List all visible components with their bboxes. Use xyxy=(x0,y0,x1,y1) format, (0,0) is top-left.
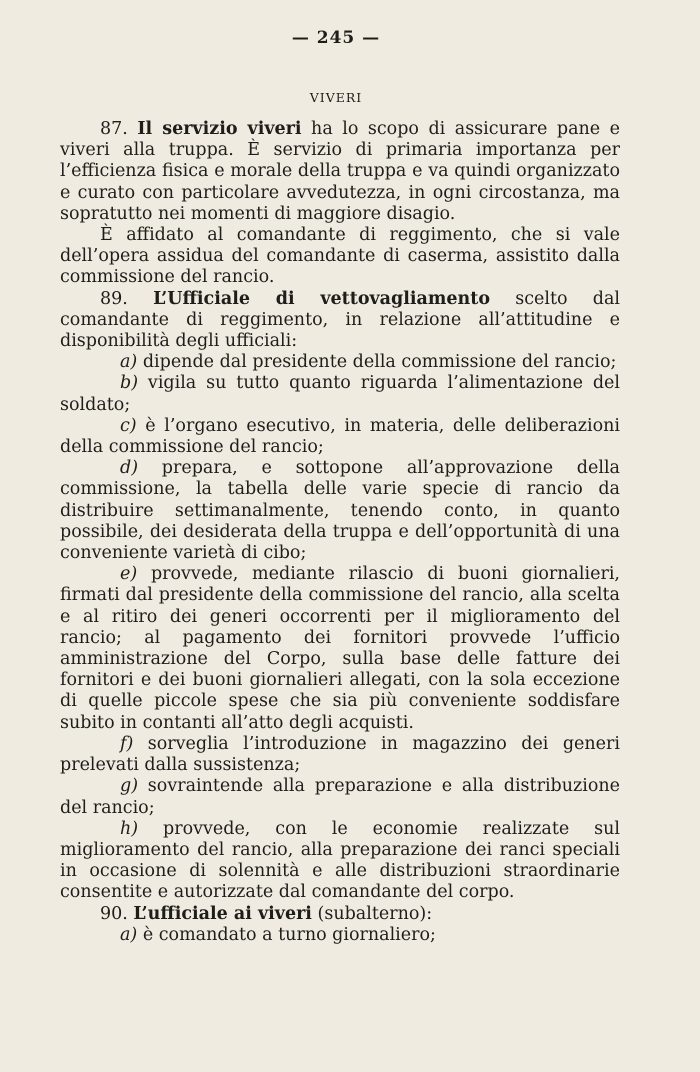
item-letter: a) xyxy=(120,924,138,945)
item-text: vigila su tutto quanto riguarda l’alimentazione del soldato; xyxy=(60,373,620,415)
paragraph-number: 90. xyxy=(100,903,128,924)
item-text: è comandato a turno giornaliero; xyxy=(137,924,436,945)
list-item xyxy=(60,416,620,458)
list-item xyxy=(60,776,620,818)
paragraph-text: È affidato al comandante di reggimento, che si vale dell’opera assidua del comandante di caserma, assistito dalla commissione del rancio. xyxy=(60,225,620,288)
item-letter: c) xyxy=(120,415,137,436)
list-item xyxy=(60,373,620,415)
list-item xyxy=(60,564,620,734)
item-letter: g) xyxy=(120,776,139,797)
paragraph-text: scelto dal comandante di reggimento, in relazione all’attitudine e disponibilità degli ufficiali: xyxy=(60,288,620,352)
paragraph-heading: Il servizio viveri xyxy=(137,119,302,139)
item-text: è l’organo esecutivo, in materia, delle deliberazioni della commissione del rancio; xyxy=(60,415,620,458)
section-title: VIVERI xyxy=(309,90,363,105)
paragraph-text: ha lo scopo di assicurare pane e viveri alla truppa. È servizio di primaria importanza per l’efficienza fisica e morale della truppa e va quindi organizzato e curato con particolare avvedutezza, in ogni circostanza, ma sopratutto nei momenti di maggiore disagio. xyxy=(60,119,620,224)
document-body xyxy=(60,119,620,946)
paragraph-87 xyxy=(60,119,620,225)
list-item xyxy=(60,352,620,373)
list-item xyxy=(60,925,620,946)
item-letter: f) xyxy=(120,733,134,754)
item-letter: a) xyxy=(120,352,138,373)
paragraph-88 xyxy=(60,225,620,289)
list-item xyxy=(60,458,620,564)
list-item xyxy=(60,734,620,776)
item-text: sorveglia l’introduzione in magazzino dei generi prelevati dalla sussistenza; xyxy=(60,733,620,776)
item-letter: e) xyxy=(120,564,138,585)
paragraph-90 xyxy=(60,904,620,925)
item-text: provvede, con le economie realizzate sul miglioramento del rancio, alla preparazione dei ranci speciali in occasione di solennità e alle distribuzioni straordinarie consentite e autorizzate dal comandante del corpo. xyxy=(60,818,620,903)
item-text: dipende dal presidente della commissione del rancio; xyxy=(137,352,617,373)
item-letter: b) xyxy=(120,373,139,394)
item-letter: h) xyxy=(120,818,139,839)
item-text: sovraintende alla preparazione e alla distribuzione del rancio; xyxy=(60,776,620,818)
paragraph-heading: L’ufficiale ai viveri xyxy=(133,903,312,924)
paragraph-89 xyxy=(60,289,620,353)
item-text: prepara, e sottopone all’approvazione della commissione, la tabella delle varie specie di rancio da distribuire settimanalmente, tenendo conto, in quanto possibile, dei desiderata della truppa e dell’opportunità di una conveniente varietà di cibo; xyxy=(60,458,620,564)
paragraph-heading: L’Ufficiale di vettovagliamento xyxy=(153,288,491,309)
paragraph-number: 89. xyxy=(100,288,128,309)
paragraph-number: 87. xyxy=(100,119,128,139)
paragraph-text: (subalterno): xyxy=(311,903,433,924)
item-letter: d) xyxy=(120,458,139,479)
list-item xyxy=(60,819,620,904)
page-number: — 245 — xyxy=(291,28,381,48)
item-text: provvede, mediante rilascio di buoni giornalieri, firmati dal presidente della commissione del rancio, alla scelta e al ritiro dei generi occorrenti per il miglioramento del rancio; al pagamento dei fornitori provvede l’ufficio amministrazione del Corpo, sulla base delle fatture dei fornitori e dei buoni giornalieri allegati, con la sola eccezione di quelle piccole spese che sia più conveniente soddisfare subito in contanti all’atto degli acquisti. xyxy=(60,564,620,733)
